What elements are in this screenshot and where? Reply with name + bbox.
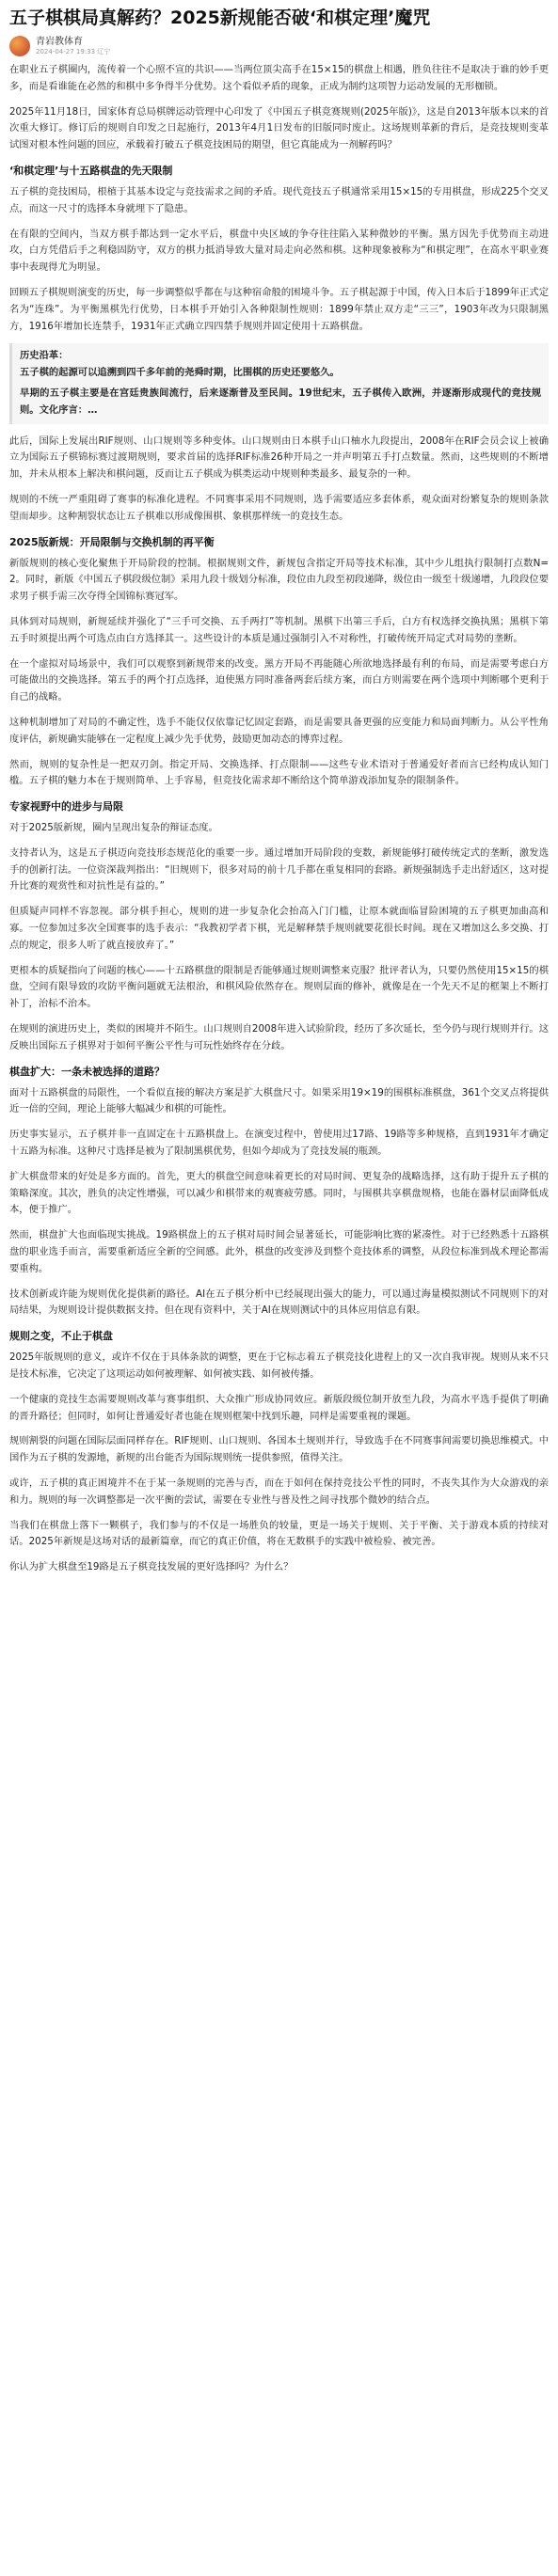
paragraph: 支持者认为，这是五子棋迈向竞技形态规范化的重要一步。通过增加开局阶段的变数，新规能够打破传统定式的垄断，激发选手的创新打法。一位资深裁判指出：“旧规则下，很多对局的前十几手都在重复相同的套路。新规强制选手走出舒适区，这对提升比赛的观赏性和对抗性是有益的。”	[9, 846, 549, 893]
paragraph: 面对十五路棋盘的局限性，一个看似直接的解决方案是扩大棋盘尺寸。如果采用19×19的围棋标准棋盘，361个交叉点将提供近一倍的空间，理论上能够大幅减少和棋的可能性。	[9, 1086, 549, 1115]
paragraph: 在一个虚拟对局场景中，我们可以观察到新规带来的改变。黑方开局不再能随心所欲地选择最有利的布局，而是需要考虑白方可能做出的交换选择。第五手的两个打点选择，迫使黑方同时准备两套后续方案，而白方则需要在两个选项中判断哪个更利于自己的战略。	[9, 657, 549, 703]
author-meta	[36, 37, 110, 56]
author-row	[0, 33, 558, 62]
paragraph: 具体到对局规则，新规延续并强化了“三手可交换、五手两打”等机制。黑棋下出第三手后，白方有权选择交换执黑；黑棋下第五手时须提出两个可选点由白方选择其一。这些设计的本质是通过强制引入不对称性，打破传统开局定式对局势的垄断。	[9, 615, 549, 644]
paragraph: 回顾五子棋规则演变的历史，每一步调整似乎都在与这种宿命般的困境斗争。五子棋起源于中国，传入日本后于1899年正式定名为“连珠”。为平衡黑棋先行优势，日本棋手开始引入各种限制性规则：1899年禁止双方走“三三”，1903年改为只限制黑方，1916年增加长连禁手，1931年正式确立四四禁手规则并固定使用十五路棋盘。	[9, 286, 549, 332]
section-heading: ‘和棋定理’与十五路棋盘的先天限制	[9, 164, 173, 177]
paragraph: 技术创新或许能为规则优化提供新的路径。AI在五子棋分析中已经展现出强大的能力，可以通过海量模拟测试不同规则下的对局结果，为规则设计提供数据支持。但在现有资料中，关于AI在规则测试中的具体应用信息有限。	[9, 1288, 549, 1317]
paragraph: 五子棋的竞技困局，根植于其基本设定与竞技需求之间的矛盾。现代竞技五子棋通常采用15×15的专用棋盘，形成225个交叉点，而这一尺寸的选择本身就埋下了隐患。	[9, 185, 549, 214]
section-heading: 专家视野中的进步与局限	[9, 800, 123, 814]
quote-title: 历史沿革：	[20, 350, 69, 362]
quote-paragraph: 五子棋的起源可以追溯到四千多年前的尧舜时期，比围棋的历史还要悠久。	[20, 367, 340, 379]
paragraph: 2025年11月18日，国家体育总局棋牌运动管理中心印发了《中国五子棋竞赛规则(2025年版)》，这是自2013年版本以来的首次重大修订。修订后的规则自印发之日起施行，2013年4月1日发布的旧版同时废止。这场规则革新的背后，是竞技规则变革试图对根本性问题的回应，承载着打破五子棋竞技困局的期望，但它真能成为一剂解药吗？	[9, 105, 549, 151]
paragraph: 新版规则的核心变化聚焦于开局阶段的控制。根据规则文件，新规包含指定开局等技术标准，其中少儿组执行限制打点数N=2。同时，新版《中国五子棋段级位制》采用九段十级划分标准，段位由九段至初段递降，级位由一级至十级递增，九段段位要求男子棋手需三次夺得全国锦标赛冠军。	[9, 557, 549, 603]
paragraph: 在有限的空间内，当双方棋手都达到一定水平后，棋盘中央区域的争夺往往陷入某种微妙的平衡。黑方因先手优势而主动进攻，白方凭借后手之利稳固防守，双方的棋力抵消导致大量对局走向必然和棋。这种现象被称为“和棋定理”，在高水平职业赛事中表现得尤为明显。	[9, 228, 549, 274]
paragraph: 历史事实显示，五子棋并非一直固定在十五路棋盘上。在演变过程中，曾使用过17路、19路等多种规格，直到1931年才确定十五路为标准。这种尺寸选择是被为了限制黑棋优势，但如今却成为了竞技发展的瓶颈。	[9, 1129, 549, 1158]
paragraph: 此后，国际上发展出RIF规则、山口规则等多种变体。山口规则由日本棋手山口柚水九段提出，2008年在RIF会员会议上被确立为国际五子棋锦标赛过渡期规则，要求首届的选择RIF标准26种开局之一并声明第五手打点数量。然而，这些规则的不断增加，并未从根本上解决和棋问题，反而让五子棋成为棋类运动中规则种类最多、最复杂的一种。	[9, 435, 549, 481]
paragraph: 规则的不统一严重阻碍了赛事的标准化进程。不同赛事采用不同规则，选手需要适应多套体系，观众面对纷繁复杂的规则条款望而却步。这种割裂状态让五子棋难以形成像围棋、象棋那样统一的竞技生态。	[9, 493, 549, 522]
paragraph: 然而，规则的复杂性是一把双刃剑。指定开局、交换选择、打点限制——这些专业术语对于普通爱好者而言已经构成认知门槛。五子棋的魅力本在于规则简单、上手容易，但竞技化需求却不断给这个简单游戏添加复杂的限制条件。	[9, 758, 549, 787]
publish-time: 2024-04-27 19:33 辽宁	[36, 47, 111, 55]
paragraph: 或许，五子棋的真正困境并不在于某一条规则的完善与否，而在于如何在保持竞技公平性的同时，不丧失其作为大众游戏的亲和力。规则的每一次调整都是一次平衡的尝试，需要在专业性与普及性之间寻找那个微妙的结合点。	[9, 1478, 549, 1506]
paragraph: 在规则的演进历史上，类似的困境并不陌生。山口规则自2008年进入试验阶段，经历了多次延长，至今仍与现行规则并行。这反映出国际五子棋界对于如何平衡公平性与可玩性始终存在分歧。	[9, 1023, 549, 1051]
author-name[interactable]: 青岩教体育	[36, 36, 83, 47]
paragraph: 但质疑声同样不容忽视。部分棋手担心，规则的进一步复杂化会抬高入门门槛，让原本就面临冒险困境的五子棋更加曲高和寡。一位参加过多次全国赛事的选手表示：“我教初学者下棋，光是解释禁手规则就要花很长时间。现在又增加这么多交换、打点的规定，很多人听了就直接放弃了。”	[9, 906, 549, 951]
quote-paragraph: 早期的五子棋主要是在宫廷贵族间流行，后来逐渐普及至民间。19世纪末，五子棋传入欧洲，并逐渐形成现代的竞技规则。文化序言：…	[20, 387, 541, 416]
paragraph: 然而，棋盘扩大也面临现实挑战。19路棋盘上的五子棋对局时间会显著延长，可能影响比赛的紧凑性。对于已经熟悉十五路棋盘的职业选手而言，需要重新适应全新的空间感。此外，棋盘的改变涉及到整个竞技体系的调整，从段位标准到战术理论都需要重构。	[9, 1229, 549, 1274]
history-quote-box	[9, 343, 549, 423]
paragraph: 这种机制增加了对局的不确定性，选手不能仅仅依靠记忆固定套路，而是需要具备更强的应变能力和局面判断力。从公平性角度评估，新规确实能够在一定程度上减少先手优势，鼓励更加动态的博弈过程。	[9, 716, 549, 745]
section-heading: 棋盘扩大：一条未被选择的道路？	[9, 1065, 165, 1078]
closing-question: 你认为扩大棋盘至19路是五子棋竞技发展的更好选择吗？为什么？	[9, 1561, 294, 1573]
article-title: 五子棋棋局真解药？2025新规能否破‘和棋定理’魔咒	[9, 8, 431, 28]
paragraph: 2025年版规则的意义，或许不仅在于具体条款的调整，更在于它标志着五子棋竞技化进程上的又一次自我审视。规则从来不只是技术标准，它决定了这项运动如何被理解、如何被实践、如何被传播。	[9, 1351, 549, 1381]
paragraph: 更根本的质疑指向了问题的核心——十五路棋盘的限制是否能够通过规则调整来克服？批评者认为，只要仍然使用15×15的棋盘，空间有限导致的攻防平衡问题就无法根治，和棋风险依然存在。规则层面的修补，就像是在一个先天不足的框架上不断打补丁，治标不治本。	[9, 964, 549, 1010]
author-avatar[interactable]	[9, 36, 30, 56]
paragraph: 扩大棋盘带来的好处是多方面的。首先，更大的棋盘空间意味着更长的对局时间、更复杂的战略选择，这有助于提升五子棋的策略深度。其次，胜负的决定性增强，可以减少和棋带来的观赛疲劳感。同时，与围棋共享棋盘规格，也能在器材层面降低成本，便于推广。	[9, 1170, 549, 1216]
paragraph: 对于2025版新规，圈内呈现出复杂的辩证态度。	[9, 822, 218, 834]
section-heading: 2025版新规：开局限制与交换机制的再平衡	[9, 535, 215, 548]
paragraph: 在职业五子棋圈内，流传着一个心照不宣的共识——当两位顶尖高手在15×15的棋盘上相遇，胜负往往不是取决于谁的妙手更多，而是看谁能在必然的和棋中多争得半分优势。这个看似矛盾的现象，正成为制约这项智力运动发展的无形枷锁。	[9, 64, 549, 92]
paragraph: 规则割裂的问题在国际层面同样存在。RIF规则、山口规则、各国本土规则并行，导致选手在不同赛事间需要切换思维模式。中国作为五子棋的发源地，新规的出台能否为国际规则统一提供参照，值得关注。	[9, 1435, 549, 1464]
article-body	[0, 62, 558, 1576]
paragraph: 当我们在棋盘上落下一颗棋子，我们参与的不仅是一场胜负的较量，更是一场关于规则、关于平衡、关于游戏本质的持续对话。2025年新规是这场对话的最新篇章，而它的真正价值，将在无数棋手的实践中被检验、被完善。	[9, 1519, 549, 1548]
paragraph: 一个健康的竞技生态需要规则改革与赛事组织、大众推广形成协同效应。新版段级位制开放至九段，为高水平选手提供了明确的晋升路径；但同时，如何让普通爱好者也能在规则框架中找到乐趣，同样是需要重视的课题。	[9, 1393, 549, 1422]
section-heading: 规则之变，不止于棋盘	[9, 1330, 113, 1343]
